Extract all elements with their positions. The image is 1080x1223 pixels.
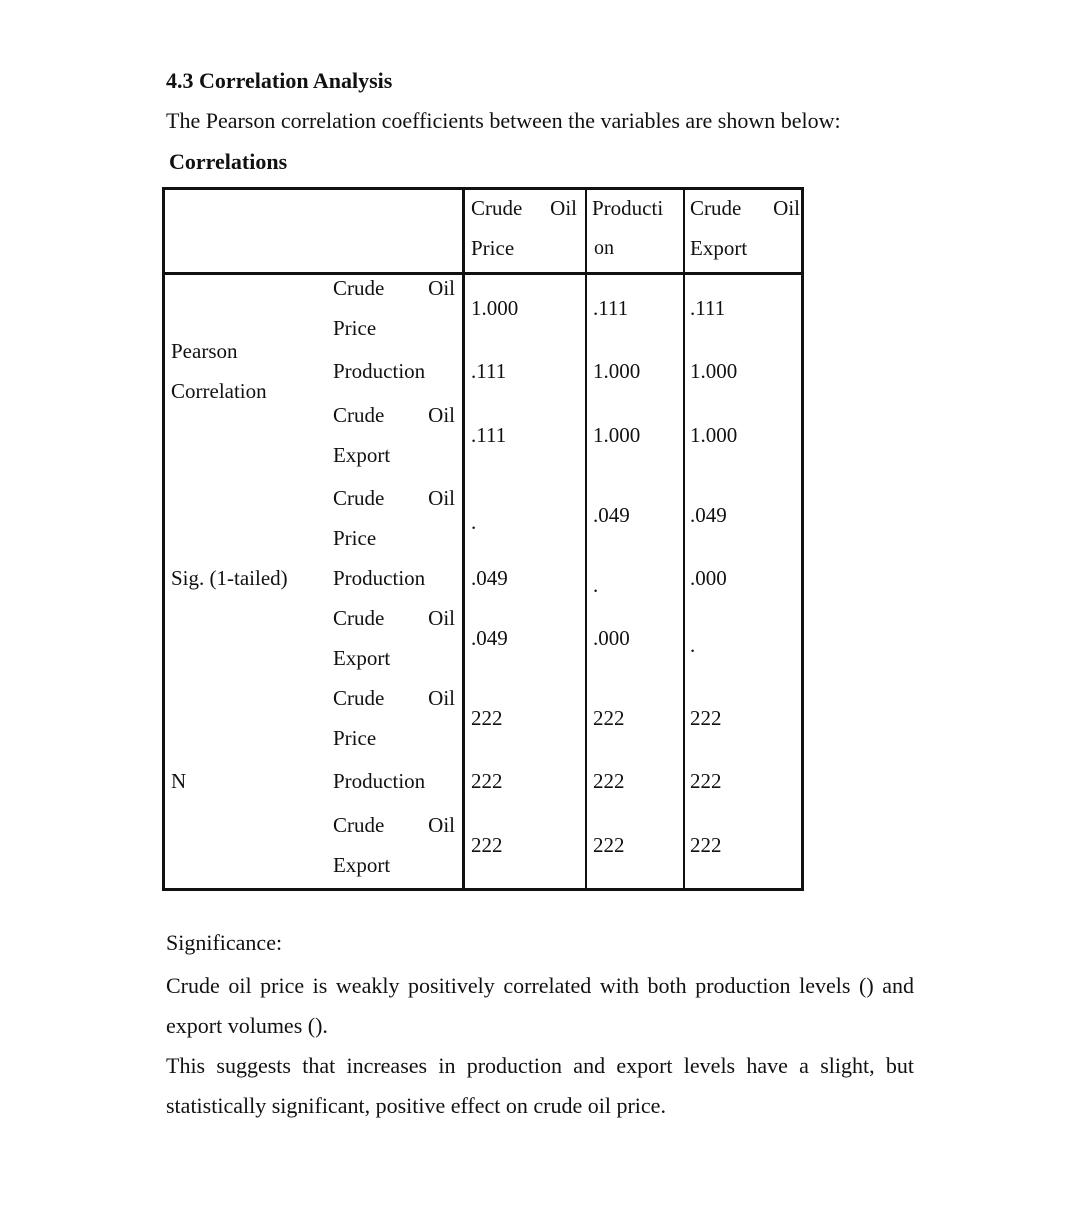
- section-heading: 4.3 Correlation Analysis: [166, 68, 393, 93]
- cell-pearson-price-production: .111: [593, 296, 629, 320]
- cell-sig-production-export: .000: [690, 566, 727, 590]
- cell-n-production-price: 222: [471, 769, 503, 793]
- cell-sig-price-price: .: [471, 510, 477, 534]
- cell-pearson-export-export: 1.000: [690, 423, 738, 447]
- col-header-crude-oil-price: Crude Oil Price: [471, 196, 577, 260]
- cell-sig-production-production: .: [593, 573, 599, 597]
- cell-n-price-export: 222: [690, 706, 722, 730]
- cell-pearson-production-production: 1.000: [593, 359, 641, 383]
- cell-pearson-price-export: .111: [690, 296, 726, 320]
- cell-n-price-price: 222: [471, 706, 503, 730]
- significance-paragraph-1: Crude oil price is weakly positively correlated with both production levels () and export volumes ().: [166, 973, 914, 1038]
- cell-sig-production-price: .049: [471, 566, 508, 590]
- cell-n-production-production: 222: [593, 769, 625, 793]
- col-header-crude-oil-export: Crude Oil Export: [690, 196, 800, 260]
- correlations-table: [162, 187, 804, 891]
- intro-text: The Pearson correlation coefficients between the variables are shown below:: [166, 108, 841, 133]
- cell-pearson-production-price: .111: [471, 359, 507, 383]
- table-divider-col3: [683, 190, 685, 888]
- cell-pearson-production-export: 1.000: [690, 359, 738, 383]
- cell-sig-price-production: .049: [593, 503, 630, 527]
- significance-label: Significance:: [166, 930, 283, 955]
- row-label-crude-oil-export: Crude Export Oil: [333, 403, 455, 467]
- cell-pearson-export-production: 1.000: [593, 423, 641, 447]
- cell-n-export-price: 222: [471, 833, 503, 857]
- group-pearson-correlation: Pearson Correlation: [171, 339, 267, 403]
- cell-sig-export-export: .: [690, 633, 696, 657]
- cell-n-production-export: 222: [690, 769, 722, 793]
- cell-pearson-price-price: 1.000: [471, 296, 519, 320]
- row-label-production: Production: [333, 566, 426, 590]
- cell-sig-price-export: .049: [690, 503, 727, 527]
- col-header-production: Producti on: [592, 196, 664, 259]
- cell-n-export-export: 222: [690, 833, 722, 857]
- table-title: Correlations: [169, 149, 288, 174]
- row-label-crude-oil-export: Crude Export Oil: [333, 813, 455, 877]
- cell-sig-export-price: .049: [471, 626, 508, 650]
- table-divider-col2: [585, 190, 587, 888]
- row-label-production: Production: [333, 359, 426, 383]
- cell-pearson-export-price: .111: [471, 423, 507, 447]
- row-label-production: Production: [333, 769, 426, 793]
- cell-n-price-production: 222: [593, 706, 625, 730]
- row-label-crude-oil-export: Crude Export Oil: [333, 606, 455, 670]
- row-label-crude-oil-price: Crude Price Oil: [333, 276, 455, 340]
- significance-paragraph-2: This suggests that increases in production and export levels have a slight, but statistically significant, positive effect on crude oil price.: [166, 1053, 914, 1118]
- table-divider-data: [462, 190, 465, 888]
- group-n: N: [171, 769, 187, 793]
- cell-n-export-production: 222: [593, 833, 625, 857]
- cell-sig-export-production: .000: [593, 626, 630, 650]
- row-label-crude-oil-price: Crude Price Oil: [333, 686, 455, 750]
- table-header-divider: [165, 272, 801, 275]
- row-label-crude-oil-price: Crude Price Oil: [333, 486, 455, 550]
- group-sig-1-tailed: Sig. (1-tailed): [171, 566, 288, 590]
